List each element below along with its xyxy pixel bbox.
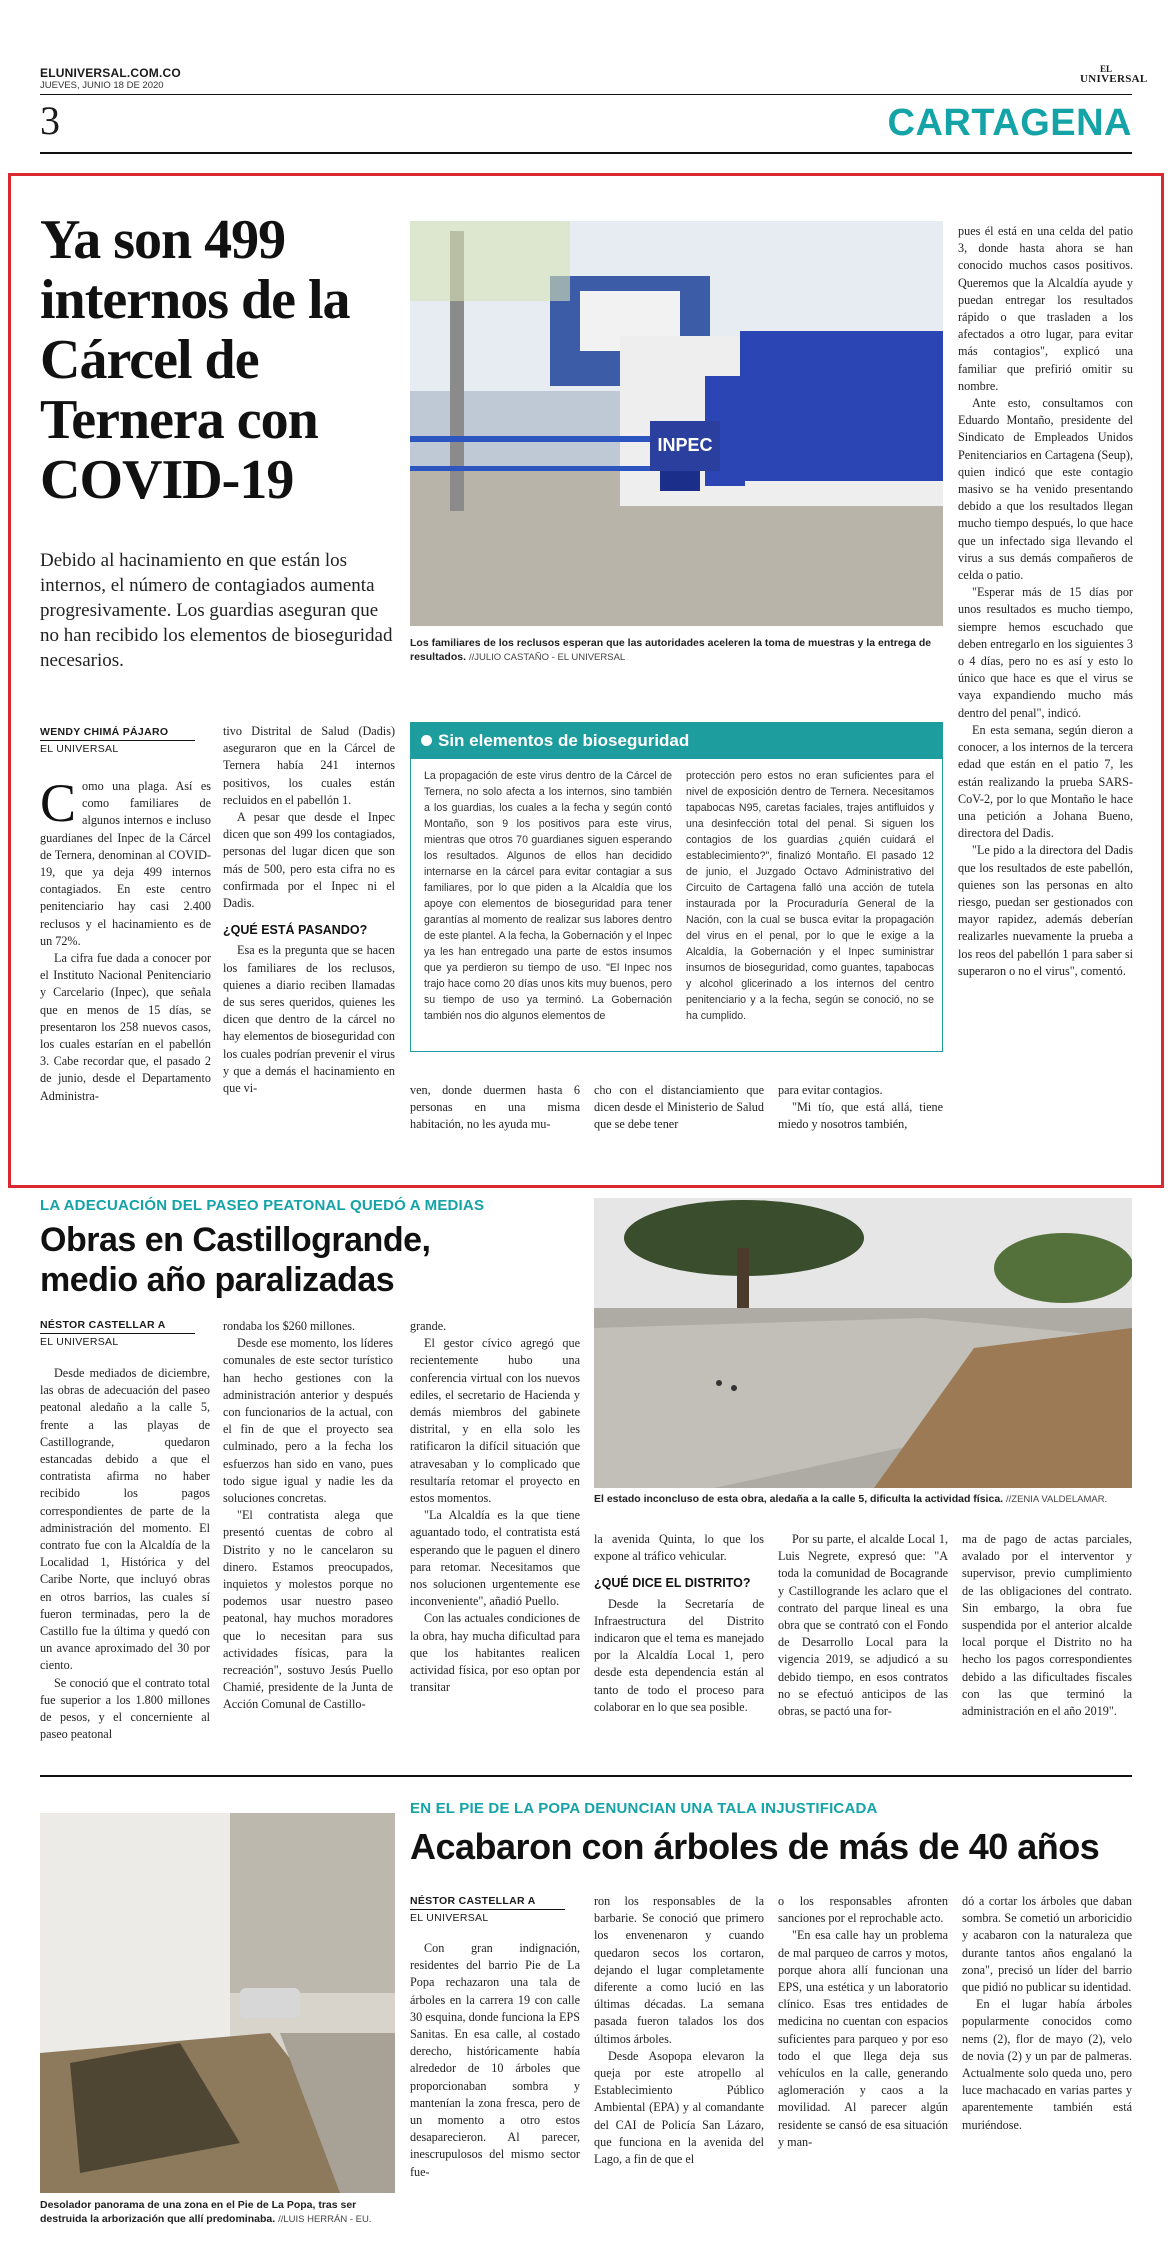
story1-bottom-col-2: cho con el distanciamiento que dicen desde el Ministerio de Salud que se debe tener	[594, 1083, 764, 1132]
subhead: ¿QUÉ ESTÁ PASANDO?	[223, 923, 368, 938]
body-text: En el lugar había árboles popularmente conocidos como nems (2), flor de mayo (2), velo de novia (2) y un par de palmeras. Actualmente solo queda uno, pero luce machacado en varias partes y aparentemente también está muriéndose.	[962, 1997, 1132, 2132]
body-text: o los responsables afronten sanciones por el reprochable acto.	[778, 1894, 948, 1926]
story1-caption	[410, 636, 943, 665]
story2-photo	[594, 1198, 1132, 1488]
site-url: ELUNIVERSAL.COM.CO	[40, 66, 181, 80]
body-text: Se conoció que el contrato total fue superior a los 1.800 millones de pesos, y el concerniente al paseo peatonal	[40, 1675, 210, 1742]
story2-column-4	[594, 1531, 764, 1716]
byline-author: NÉSTOR CASTELLAR A	[40, 1319, 195, 1334]
body-text: Con las actuales condiciones de la obra, hay mucha dificultad para que los habitantes realicen actividad física, por eso optan por transitar	[410, 1611, 580, 1695]
story1-bottom-col-3	[778, 1082, 943, 1134]
box-title: Sin elementos de bioseguridad	[438, 731, 690, 750]
story3-caption-text: Desolador panorama de una zona en el Pie de La Popa, tras ser destruida la arborización que allí predominaba.	[40, 2199, 357, 2225]
section-rule	[40, 152, 1132, 154]
body-text: ma de pago de actas parciales, avalado por el interventor y supervisor, previo cumplimiento de las obligaciones del contrato. Sin embargo, la obra fue suspendida por el anterior alcalde local porque el Distrito no ha hecho los pagos correspondientes debido a las dificultades fiscales con las que terminó la administración en el año 2019".	[962, 1532, 1132, 1719]
section-title: CARTAGENA	[887, 102, 1132, 144]
dropcap: C	[40, 773, 77, 833]
story1-bottom-col-1: ven, donde duermen hasta 6 personas en una misma habitación, no les ayuda mu-	[410, 1083, 580, 1132]
story3-headline: Acabaron con árboles de más de 40 años	[410, 1826, 1100, 1867]
body-text: para evitar contagios.	[778, 1083, 883, 1097]
story3-column-3	[778, 1893, 948, 2151]
body-text: A pesar que desde el Inpec dicen que son 499 los contagiados, personas del lugar dicen que son más de 500, pero esta cifra no es confirmada por el Inpec ni el Dadis.	[223, 810, 395, 911]
byline-author: NÉSTOR CASTELLAR A	[410, 1895, 565, 1910]
story1-column-1	[40, 773, 211, 1105]
headline-line: Obras en Castillogrande,	[40, 1221, 431, 1259]
body-text: "Mi tío, que está allá, tiene miedo y nosotros también,	[778, 1100, 943, 1132]
story2-column-3	[410, 1318, 580, 1696]
body-text: Ante esto, consultamos con Eduardo Montaño, presidente del Sindicato de Empleados Unidos Penitenciarios en Cartagena (Seup), quien indicó que este contagio masivo se ha venido presentando debido a que los resultados llegan mucho tiempo después, lo que hace que un infectado siga llevando el virus a sus demás compañeros de celda o patio.	[958, 396, 1133, 583]
story1-photo-credit: //JULIO CASTAÑO - EL UNIVERSAL	[468, 652, 626, 663]
box-column-2: protección pero estos no eran suficientes para el nivel de exposición dentro de Ternera. Necesitamos tapabocas N95, caretas faciales, trajes antifluidos y una desinfección total del penal. Si siguen los contagios de los guardias ¿quién cuidará el establecimiento?", finalizó Montaño. El pasado 12 de junio, el Juzgado Octavo Administrativo del Circuito de Cartagena falló una acción de tutela instaurada por la Procuraduría General de la Nación, con la cual se busca evitar la propagación del virus en el penal, por lo que le exige a la Alcaldía, la Gobernación y el Inpec suministrar insumos de bioseguridad, como guantes, tapabocas y alcohol glicerinado a los internos del centro penitenciario y a la fecha, según se conoció, no se ha cumplido.	[686, 770, 934, 1022]
byline-author: WENDY CHIMÁ PÁJARO	[40, 726, 195, 741]
story3-column-4	[962, 1893, 1132, 2134]
body-text: Desde Asopopa elevaron la queja por este atropello al Establecimiento Público Ambiental (EPA) y al comandante del CAI de Policía San Lázaro, que funciona en la avenida del Lago, a fin de que el	[594, 2048, 764, 2167]
body-text: Con gran indignación, residentes del barrio Pie de La Popa rechazaron una tala de árboles en la carrera 19 con calle 30 esquina, donde funciona la EPS Sanitas. En esa calle, al costado derecho, históricamente había alrededor de 10 árboles que proporcionaban sombra y mantenían la zona fresca, pero de un momento a otro estos desaparecieron. Al parecer, inescrupulosos del mismo sector fue-	[410, 1941, 580, 2179]
story2-caption-text: El estado inconcluso de esta obra, aledaña a la calle 5, dificulta la actividad física.	[594, 1493, 1004, 1505]
body-text: Por su parte, el alcalde Local 1, Luis Negrete, expresó que: "A toda la comunidad de Bocagrande y Castillogrande les aclaro que el contrato del parque lineal es una obra que se contrató con el Fondo de Desarrollo Local para la vigencia 2019, se adjudicó a su debido tiempo, en esos contratos no se efectuó anticipos de las obras, se pactó una for-	[778, 1532, 948, 1719]
story3-column-2	[594, 1893, 764, 2168]
inpec-sign: INPEC	[657, 435, 713, 455]
story1-byline	[40, 726, 195, 755]
story2-headline	[40, 1220, 580, 1300]
story3-column-1	[410, 1940, 580, 2181]
story1-photo	[410, 221, 943, 626]
story3-kicker: EN EL PIE DE LA POPA DENUNCIAN UNA TALA INJUSTIFICADA	[410, 1800, 878, 1817]
felled-trees-image	[40, 1813, 395, 2193]
box-header	[411, 723, 942, 759]
header-rule	[40, 94, 1132, 95]
body-text: dó a cortar los árboles que daban sombra. Se cometió un arboricidio y acabaron con la naturaleza que durante tantos años engalanó la zona", precisó un líder del barrio que pidió no publicar su identidad.	[962, 1894, 1132, 1995]
story3-caption	[40, 2198, 395, 2227]
story3-photo	[40, 1813, 395, 2193]
subhead: ¿QUÉ DICE EL DISTRITO?	[594, 1576, 751, 1591]
body-text: rondaba los $260 millones.	[223, 1319, 356, 1333]
body-text: "La Alcaldía es la que tiene aguantado todo, el contratista está esperando que le paguen el dinero para retomar. Necesitamos que nos solucionen urgentemente ese inconveniente", añadió Puello.	[410, 1508, 580, 1609]
issue-date: JUEVES, JUNIO 18 DE 2020	[40, 80, 164, 91]
story1-headline: Ya son 499 internos de la Cárcel de Ternera con COVID-19	[40, 209, 350, 511]
body-text: La cifra fue dada a conocer por el Instituto Nacional Penitenciario y Carcelario (Inpec), que señala que en menos de 15 días, se presentaron los 258 nuevos casos, los cuales estarían en el pabellón 3. Cabe recordar que, el pasado 2 de junio, desde el Departamento Administra-	[40, 951, 211, 1103]
body-text: Desde mediados de diciembre, las obras de adecuación del paseo peatonal aledaño a la calle 5, frente a las playas de Castillogrande, quedaron estancadas debido a que el contratista afirma no haber recibido los pagos correspondientes de parte de la administración del momento. El contrato fue con la Alcaldía de la Localidad 1, Histórica y del Caribe Norte, que incluyó obras en otros barrios, las cuales sí fueron terminadas, pero la de Castillo fue la última y quedó con un avance aproximado del 30 por ciento.	[40, 1366, 210, 1673]
box-column-1: La propagación de este virus dentro de la Cárcel de Ternera, no solo afecta a los internos, sino también a los guardias, los cuales a la fecha y según contó Montaño, son 9 los positivos para este virus, mientras que otros 70 guardianes siguen esperando los resultados. Algunos de ellos han decidido internarse en la cárcel para evitar contagiar a sus familiares, por lo que piden a la Alcaldía que los apoye con elementos de bioseguridad para tener garantías al momento de realizar sus labores dentro de este plantel. A la fecha, la Gobernación y el Inpec ya les han entregado una parte de estos insumos que ya perdieron su tiempo de uso. "El Inpec nos trajo hace como 20 días unos kits muy buenos, pero su tiempo de uso ya terminó. La Gobernación también nos dio algunos elementos de	[424, 770, 672, 1022]
body-text: ron los responsables de la barbarie. Se conoció que primero los envenenaron y cuando quedaron secos los cortaron, dejando el lugar completamente diferente a como lució en las últimas décadas. La semana pasada fueron talados los dos últimos árboles.	[594, 1894, 764, 2046]
story1-right-column	[958, 223, 1133, 980]
story1-caption-text: Los familiares de los reclusos esperan que las autoridades aceleren la toma de muestras y la entrega de resultados.	[410, 637, 932, 663]
story2-column-5	[778, 1531, 948, 1720]
bullet-icon	[421, 735, 432, 746]
story2-column-2	[223, 1318, 393, 1714]
byline-outlet: EL UNIVERSAL	[410, 1912, 489, 1924]
masthead-logo	[1080, 64, 1148, 85]
prison-entrance-image	[410, 221, 943, 626]
story1-deck: Debido al hacinamiento en que están los internos, el número de contagiados aumenta progresivamente. Los guardias aseguran que no han recibido los elementos de bioseguridad necesarios.	[40, 550, 393, 671]
body-text: "Le pido a la directora del Dadis que los resultados de este pabellón, quienes son las personas en alto riesgo, puedan ser gestionados con mayor rapidez, además deberían realizarles nuevamente la prueba a los reos del pabellón 1 para saber si superaron o no el virus", comentó.	[958, 843, 1133, 978]
body-text: En esta semana, según dieron a conocer, a los internos de la tercera edad que están en el patio 7, les están realizando la prueba SARS-CoV-2, por lo que Montaño le hace una petición a Johana Bueno, directora del Dadis.	[958, 722, 1133, 841]
body-text: omo una plaga. Así es como familiares de algunos internos e incluso guardianes del Inpec de la Cárcel de Ternera, denominan al COVID-19, que ya deja 499 internos contagiados. En este centro penitenciario hay casi 2.400 reclusos y el hacinamiento es de un 72%.	[40, 779, 211, 948]
body-text: tivo Distrital de Salud (Dadis) aseguraron que en la Cárcel de Ternera había 241 internos positivos, los cuales están recluidos en el pabellón 1.	[223, 724, 395, 807]
paved-walkway-image	[594, 1198, 1132, 1488]
story2-kicker: LA ADECUACIÓN DEL PASEO PEATONAL QUEDÓ A MEDIAS	[40, 1197, 485, 1214]
body-text: grande.	[410, 1319, 447, 1333]
story2-byline	[40, 1319, 195, 1348]
body-text: Desde ese momento, los líderes comunales de este sector turístico han hecho gestiones con la administración anterior y después con funcionarios de la actual, con el fin de que el proyecto sea culminado, pero a la fecha los esfuerzos han sido en vano, pues todo sigue igual y nadie les da soluciones concretas.	[223, 1336, 393, 1506]
body-text: "En esa calle hay un problema de mal parqueo de carros y motos, porque ahora allí funcionan una EPS, una estética y un laboratorio clínico. Esas tres entidades de medicina no cuentan con espacios suficientes para parqueo y por eso todo el que llega deja sus vehículos en la calle, generando aglomeración y caos a la movilidad. Al parecer algún residente se cansó de esa situación y man-	[778, 1928, 948, 2149]
body-text: Esa es la pregunta que se hacen los familiares de los reclusos, quienes a diario reciben llamadas de sus seres queridos, quienes les dicen que dentro de la cárcel no hay elementos de bioseguridad con los cuales podrían prevenir el virus y que a demás el hacinamiento en que vi-	[223, 943, 395, 1096]
logo-small: EL	[1099, 64, 1112, 74]
story2-column-1	[40, 1365, 210, 1743]
byline-outlet: EL UNIVERSAL	[40, 1336, 119, 1348]
body-text: El gestor cívico agregó que recientemente hubo una conferencia virtual con los nuevos ediles, el secretario de Hacienda y demás miembros del gabinete distrital, y en ella solo les ratificaron la difícil situación que atravesaban y lo complicado que resultaría retomar el proyecto en estos momentos.	[410, 1336, 580, 1506]
page-number: 3	[40, 98, 60, 143]
story-divider	[40, 1775, 1132, 1777]
story2-column-6	[962, 1531, 1132, 1720]
story1-column-2	[223, 723, 395, 1097]
body-text: "Esperar más de 15 días por unos resultados es mucho tiempo, siempre hemos escuchado que deben entregarlo en los siguientes 3 o 4 días, pero no es así y esto lo único que hace es que el virus se vaya expandiendo mucho más dentro del penal", indicó.	[958, 585, 1133, 720]
body-text: Desde la Secretaría de Infraestructura del Distrito indicaron que el tema es manejado por la Alcaldía Local 1, pero desde esta dependencia están al tanto de todo el proceso para colaborar en lo que sea posible.	[594, 1596, 764, 1714]
logo-big: UNIVERSAL	[1080, 73, 1148, 85]
body-text: pues él está en una celda del patio 3, donde hasta ahora se han conocido muchos casos positivos. Queremos que la Alcaldía ayude y puedan entregar los resultados rápido o que trasladen a los afectados a otro lugar, para evitar más contagios", explicó una familiar que prefirió omitir su nombre.	[958, 224, 1133, 393]
byline-outlet: EL UNIVERSAL	[40, 743, 119, 755]
story2-photo-credit: //ZENIA VALDELAMAR.	[1006, 1494, 1108, 1505]
body-text: la avenida Quinta, lo que los expone al tráfico vehicular.	[594, 1532, 764, 1564]
story3-byline	[410, 1895, 565, 1924]
bioseguridad-box	[410, 722, 943, 1052]
headline-line: medio año paralizadas	[40, 1261, 395, 1299]
body-text: "El contratista alega que presentó cuentas de cobro al Distrito y no le cancelaron su dinero. Estamos preocupados, inquietos y molestos porque no podemos usar nuestro paseo peatonal, hay muchos moradores que lo necesitan para sus actividades físicas, para la recreación", sostuvo Jesús Puello Chamié, presidente de la Junta de Acción Comunal de Castillo-	[223, 1508, 393, 1712]
story2-caption	[594, 1492, 1132, 1507]
story3-photo-credit: //LUIS HERRÁN - EU.	[278, 2214, 372, 2225]
